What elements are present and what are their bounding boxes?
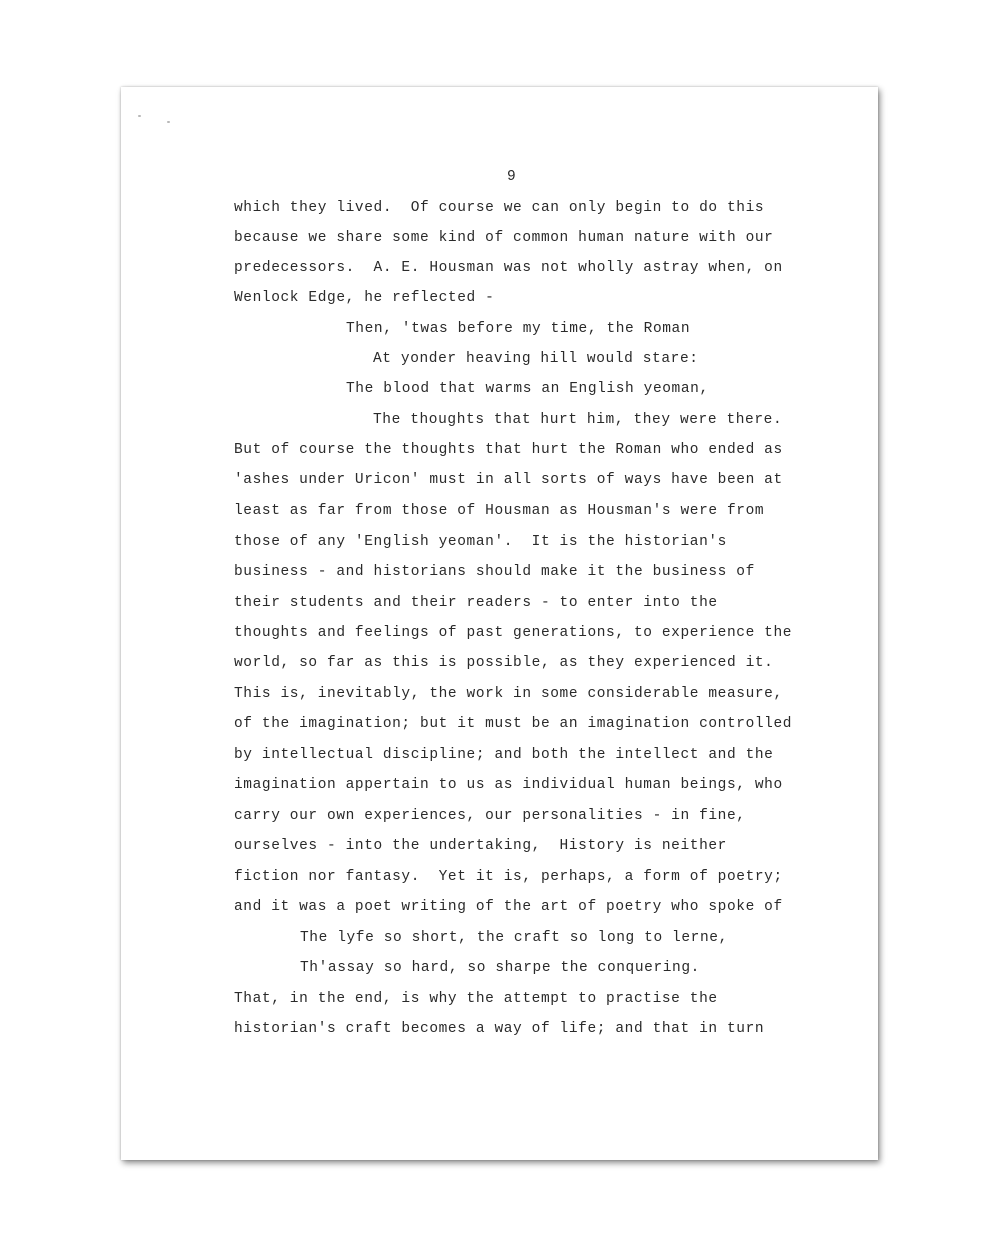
text-line: historian's craft becomes a way of life; and that in turn [234, 1021, 765, 1037]
text-line: their students and their readers - to enter into the [234, 595, 718, 611]
text-line: This is, inevitably, the work in some considerable measure, [234, 686, 783, 702]
verse-line: Then, 'twas before my time, the Roman [346, 321, 691, 337]
text-line: those of any 'English yeoman'. It is the historian's [234, 534, 727, 550]
verse-line: The blood that warms an English yeoman, [346, 381, 709, 397]
text-line: and it was a poet writing of the art of poetry who spoke of [234, 899, 783, 915]
verse-line: At yonder heaving hill would stare: [373, 351, 699, 367]
text-line: 'ashes under Uricon' must in all sorts of ways have been at [234, 472, 783, 488]
document-page [121, 87, 878, 1160]
text-line: imagination appertain to us as individual human beings, who [234, 777, 783, 793]
text-line: because we share some kind of common human nature with our [234, 230, 774, 246]
text-line: But of course the thoughts that hurt the Roman who ended as [234, 442, 783, 458]
verse-line: Th'assay so hard, so sharpe the conquering. [300, 960, 700, 976]
text-line: Wenlock Edge, he reflected - [234, 290, 495, 306]
text-line: least as far from those of Housman as Housman's were from [234, 503, 765, 519]
text-line: world, so far as this is possible, as they experienced it. [234, 655, 774, 671]
page-number: 9 [507, 169, 516, 185]
text-line: of the imagination; but it must be an imagination controlled [234, 716, 793, 732]
text-line: by intellectual discipline; and both the intellect and the [234, 747, 774, 763]
verse-line: The lyfe so short, the craft so long to lerne, [300, 930, 728, 946]
verse-line: The thoughts that hurt him, they were there. [373, 412, 783, 428]
text-line: which they lived. Of course we can only begin to do this [234, 200, 765, 216]
text-line: predecessors. A. E. Housman was not wholly astray when, on [234, 260, 783, 276]
text-line: carry our own experiences, our personalities - in fine, [234, 808, 746, 824]
text-line: fiction nor fantasy. Yet it is, perhaps, a form of poetry; [234, 869, 783, 885]
text-line: business - and historians should make it the business of [234, 564, 755, 580]
text-line: That, in the end, is why the attempt to practise the [234, 991, 718, 1007]
scan-speck [138, 115, 141, 117]
text-line: thoughts and feelings of past generations, to experience the [234, 625, 793, 641]
text-line: ourselves - into the undertaking, History is neither [234, 838, 727, 854]
scan-speck [167, 121, 170, 123]
